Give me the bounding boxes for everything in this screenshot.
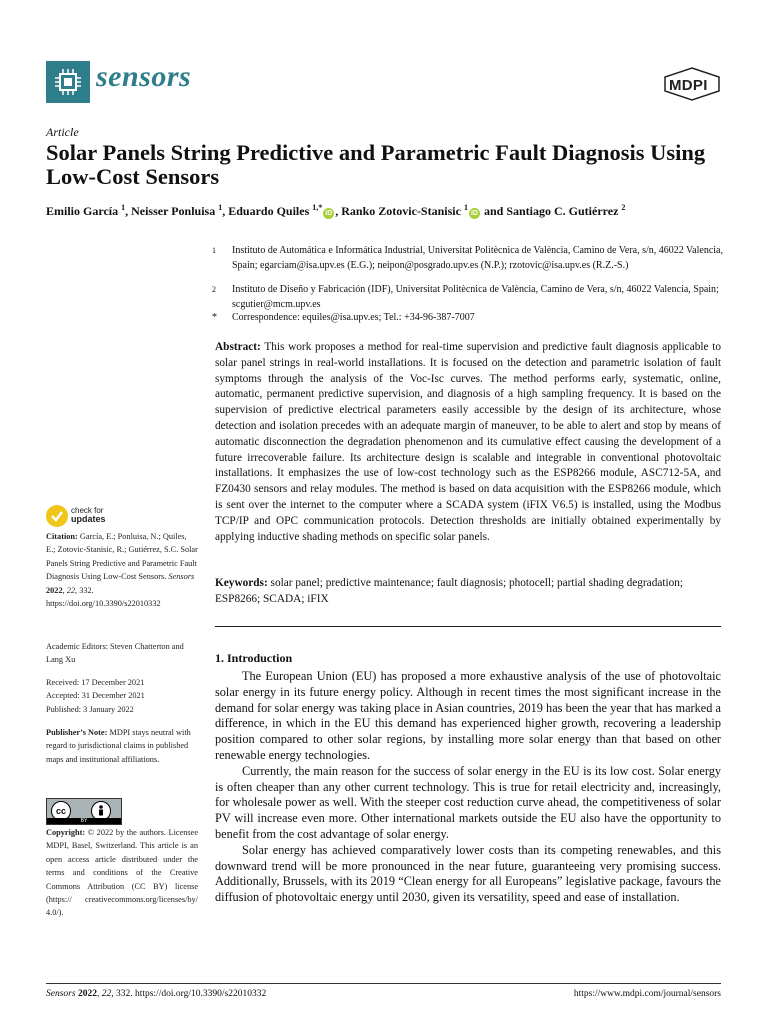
abstract-text: This work proposes a method for real-time supervision and predictive fault diagnosis applicable to solar panel strings in real-world installations. It is focused on the detection and parametric isolation of fault symptoms through the analysis of the Voc-Isc curves. The method performs early, systematic, online, automatic, permanent predictive supervision, and diagnosis of a high sampling frequency. It is based on the supervision of predictive electrical parameters easily accessible by the design of its architecture, whose detection and isolation precedes with an adequate margin of maneuver, to be able to alert and stop by means of automatic disconnection the degradation phenomenon and its cumulative effect causing the development of a future irrecoverable failure. Its architecture design is scalable and integrable in conventional photovoltaic installations. It emphasizes the use of low-cost technology such as the ESP8266 module, ASC712-5A, and FZ0430 sensors and relay modules. The method is based on data acquisition with the ESP8266 module, which is sent over the internet to the computer where a SCADA system (iFIX V6.5) is installed, using the Modbus TCP/IP and OPC communication protocols. Detection thresholds are initially obtained experimentally by applying inductive shading methods on specific solar panels. <box>215 341 722 543</box>
cc-by-license-icon[interactable] <box>46 798 122 825</box>
received-date: Received: 17 December 2021 <box>46 678 145 687</box>
author-affiliation-mark: 1 <box>121 203 126 212</box>
check-for-updates-button[interactable] <box>71 506 106 524</box>
copyright-label: Copyright: <box>46 828 86 837</box>
affiliation-mark: * <box>212 312 217 323</box>
author-affiliation-mark: 1,* <box>312 203 323 212</box>
article-type: Article <box>46 125 79 139</box>
accepted-date: Accepted: 31 December 2021 <box>46 691 145 701</box>
publisher-note <box>46 726 198 766</box>
cc-by-label: BY <box>47 818 121 824</box>
orcid-icon[interactable]: iD <box>325 210 333 217</box>
author-name: Santiago C. Gutiérrez <box>506 204 619 218</box>
author-separator: , <box>335 204 339 218</box>
check-for-updates-icon[interactable] <box>46 505 68 527</box>
author-affiliation-mark: 1 <box>218 203 223 212</box>
affiliation-text: Instituto de Diseño y Fabricación (IDF), Universitat Politècnica de València, Camino de Vera, s/n, 46022 Valencia, Spain; scgutier@mcm.upv.es <box>232 284 719 310</box>
keywords-text: solar panel; predictive maintenance; fault diagnosis; photocell; partial shading degradation; ESP8266; SCADA; iFIX <box>215 577 684 605</box>
academic-editors: Academic Editors: Steven Chatterton and Lang Xu <box>46 642 184 665</box>
keywords <box>215 576 721 608</box>
paragraph: Solar energy has achieved comparatively lower costs than its competing renewables, and this downward trend will be more pronounced in the near future, guaranteeing very promising success. Additionally, Brussels, with its 2019 “Clean energy for all Europeans” legislative package, favours the diffusion of photovoltaic energy until 2030, given its versatility, speed and ease of installation. <box>215 842 721 905</box>
citation-year: 2022 <box>46 585 63 595</box>
author-affiliation-mark: 2 <box>621 203 626 212</box>
copyright-text: © 2022 by the authors. Licensee MDPI, Basel, Switzerland. This article is an open access article distributed under the terms and conditions of the Creative Commons Attribution (CC BY) license (https:// creativecommons.org/licenses/by/ 4.0/). <box>46 828 199 918</box>
article-title: Solar Panels String Predictive and Parametric Fault Diagnosis Using Low-Cost Sensors <box>46 140 706 189</box>
correspondence-text: Correspondence: equiles@isa.upv.es; Tel.: +34-96-387-7007 <box>232 312 475 323</box>
author-name: Emilio García <box>46 204 119 218</box>
publisher-note-label: Publisher’s Note: <box>46 728 108 737</box>
footer-doi-link[interactable]: , 332. https://doi.org/10.3390/s22010332 <box>111 989 267 999</box>
affiliation-text: Instituto de Automática e Informática Industrial, Universitat Politècnica de València, Camino de Vera, s/n, 46022 Valencia, Spain; egarciam@isa.upv.es (E.G.); neipon@posgrado.upv.es (N.P.); rzotovic@isa.upv.es (R.Z.-S.) <box>232 245 723 271</box>
section-divider <box>215 626 721 627</box>
footer-journal: Sensors <box>46 989 76 999</box>
journal-logo-icon <box>46 61 90 103</box>
footer-volume: 22 <box>101 989 112 999</box>
citation-label: Citation: <box>46 532 78 541</box>
section-heading: 1. Introduction <box>215 651 293 665</box>
citation: Citation: García, E.; Ponluisa, N.; Quiles, E.; Zotovic-Stanisic, R.; Gutiérrez, S.C. Solar Panels String Predictive and Parametric Fault Diagnosis Using Low-Cost Sensors. Sensors 2022, 22, 332. https://doi.org/10.3390/s22010332 <box>46 532 198 609</box>
author-name: Eduardo Quiles <box>228 204 310 218</box>
author-affiliation-mark: 1 <box>463 203 468 212</box>
footer-divider <box>46 983 721 984</box>
author-and: and <box>483 204 504 218</box>
abstract-label: Abstract: <box>215 341 261 353</box>
citation-text: García, E.; Ponluisa, N.; Quiles, E.; Zotovic-Stanisic, R.; Gutiérrez, S.C. Solar Panels String Predictive and Parametric Fault Diagnosis Using Low-Cost Sensors. <box>46 532 198 582</box>
affiliation-mark: 1 <box>212 246 216 255</box>
author-separator: , <box>222 204 226 218</box>
footer-journal-link[interactable]: https://www.mdpi.com/journal/sensors <box>573 989 721 999</box>
citation-journal: Sensors <box>168 572 195 582</box>
citation-volume: 22 <box>66 585 76 595</box>
author-list <box>46 203 736 219</box>
orcid-icon[interactable]: iD <box>470 210 478 217</box>
cc-icon: cc <box>51 801 71 821</box>
publication-dates <box>46 676 198 716</box>
body-text <box>215 669 721 906</box>
paragraph: Currently, the main reason for the success of solar energy in the EU is its low cost. Solar energy is often cheaper than any other current technology. This is true for retail electricity and, increasingly, for wholesale power as well. With the steeper cost reduction curve ahead, the competitiveness of solar PV will increase even more. Other international markets outside the EU also have the opportunity to benefit from the cost advantage of solar energy. <box>215 763 721 841</box>
author-name: Neisser Ponluisa <box>131 204 216 218</box>
footer-citation: Sensors 2022, 22, 332. https://doi.org/10.3390/s22010332 <box>46 989 267 999</box>
abstract <box>215 340 721 545</box>
check-for-updates-line2: updates <box>71 514 106 524</box>
published-date: Published: 3 January 2022 <box>46 704 134 714</box>
author-name: Ranko Zotovic-Stanisic <box>341 204 461 218</box>
affiliation-mark: 2 <box>212 285 216 294</box>
keywords-label: Keywords: <box>215 577 268 589</box>
check-for-updates-line1: check for <box>71 506 104 515</box>
footer-year: 2022 <box>77 989 97 999</box>
publisher-name: MDPI <box>669 77 708 94</box>
citation-doi[interactable]: , 332. https://doi.org/10.3390/s22010332 <box>46 585 161 609</box>
publisher-note-text: MDPI stays neutral with regard to jurisdictional claims in published maps and institutional affiliations. <box>46 728 191 764</box>
journal-name: sensors <box>96 60 192 93</box>
paragraph: The European Union (EU) has proposed a more exhaustive analysis of the use of photovoltaic solar energy in its future energy policy. Although in recent times the most significant increase in the demand for solar energy was taking place in Asian countries, 2019 has been the year that has marked a difference, in which in the EU this demand has experienced higher growth, recovering a leadership position compared to other solar regions, by installing more solar energy than that based on other renewable energy technologies. <box>215 669 721 762</box>
copyright <box>46 826 198 920</box>
author-separator: , <box>125 204 129 218</box>
